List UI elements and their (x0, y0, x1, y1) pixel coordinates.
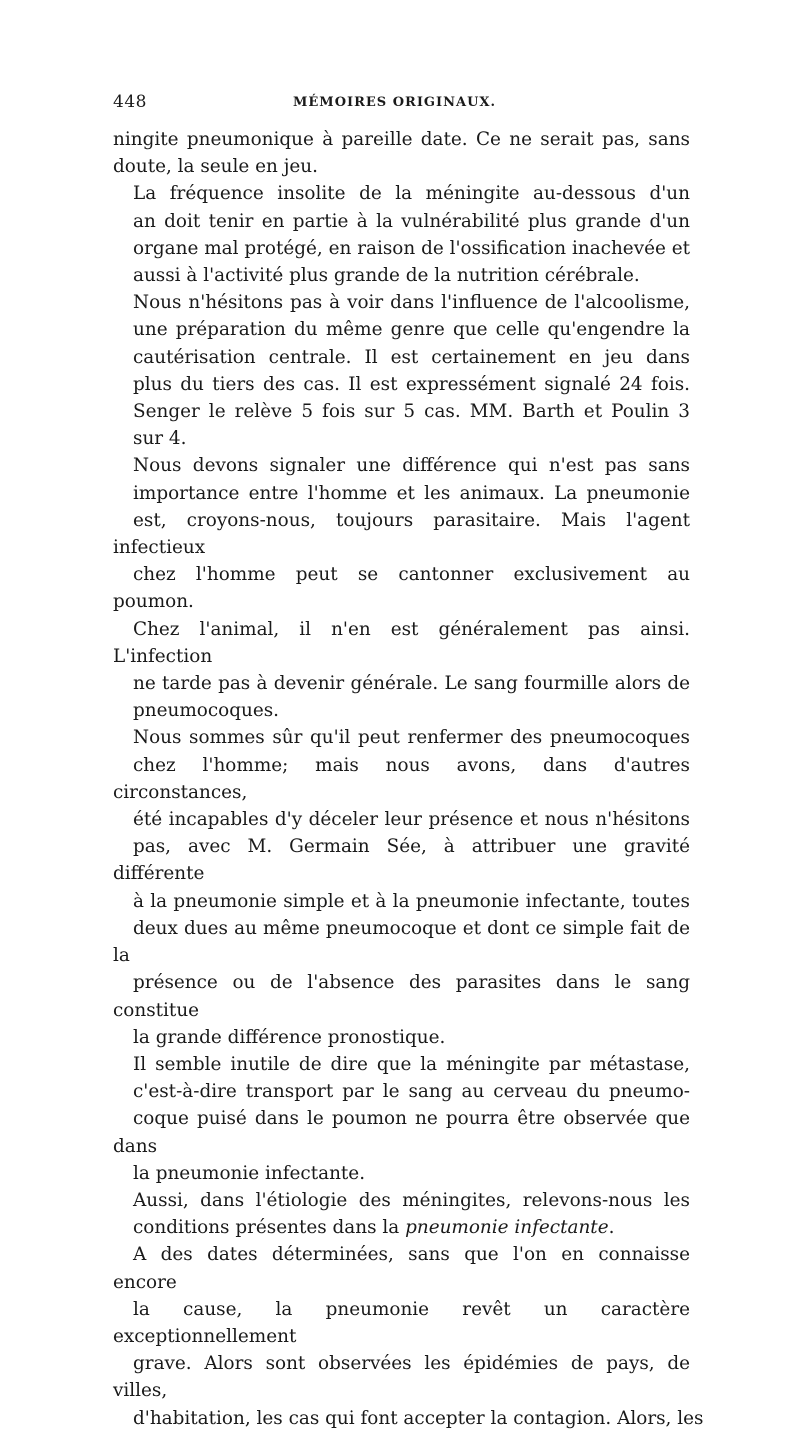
text-line (113, 1214, 690, 1241)
text-line: la pneumonie infectante. (133, 1162, 366, 1184)
paragraph (113, 1187, 690, 1241)
text-line: cautérisation centrale. Il est certainement en jeu dans (133, 346, 690, 368)
text-line: Senger le relève 5 fois sur 5 cas. MM. Barth et Poulin 3 (133, 401, 690, 423)
text-line: deux dues au même pneumocoque et dont ce simple fait de la (113, 917, 690, 967)
paragraph (113, 1051, 690, 1187)
text-line: Nous devons signaler une différence qui n'est pas sans (133, 455, 690, 477)
text-line: d'habitation, les cas qui font accepter la contagion. Alors, les (133, 1407, 704, 1429)
text-line: coque puisé dans le poumon ne pourra être observée que dans (113, 1108, 690, 1157)
text-line: la grande différence pronostique. (133, 1026, 446, 1048)
paragraph (113, 452, 690, 724)
text-line: organe mal protégé, en raison de l'ossification inachevée et (133, 237, 690, 259)
text-line: pas, avec M. Germain Sée, à attribuer une gravité différente (113, 836, 690, 885)
page-header (113, 92, 690, 126)
text-line: présence ou de l'absence des parasites dans le sang constitue (113, 972, 690, 1021)
paragraph (113, 289, 690, 452)
paragraph (113, 1241, 704, 1431)
text-line: est, croyons-nous, toujours parasitaire. Mais l'agent infectieux (113, 509, 690, 559)
text-line: doute, la seule en jeu. (113, 156, 318, 178)
text-line: ningite pneumonique à pareille date. Ce ne serait pas, sans (113, 129, 690, 150)
text-line: chez l'homme peut se cantonner exclusivement au poumon. (113, 564, 690, 613)
text-line: Nous sommes sûr qu'il peut renfermer des pneumocoques (133, 727, 690, 749)
paragraph (113, 180, 690, 289)
text-line: aussi à l'activité plus grande de la nutrition cérébrale. (133, 265, 640, 287)
text-line: Il semble inutile de dire que la méningite par métastase, (133, 1053, 690, 1075)
text-line: plus du tiers des cas. Il est expressément signalé 24 fois. (133, 373, 690, 395)
text-line: importance entre l'homme et les animaux. La pneumonie (133, 482, 690, 504)
italic-term: pneumonie infectante (405, 1217, 609, 1239)
text-line: Chez l'animal, il n'en est généralement pas ainsi. L'infection (113, 618, 690, 667)
text-line: pneumocoques. (133, 700, 280, 722)
text-line: à la pneumonie simple et à la pneumonie infectante, toutes (133, 890, 690, 912)
body-text (113, 126, 704, 1432)
text-segment: conditions présentes dans la (133, 1217, 406, 1239)
running-head: MÉMOIRES ORIGINAUX. (293, 95, 497, 110)
text-line: ne tarde pas à devenir générale. Le sang fourmille alors de (133, 673, 690, 695)
paragraph (113, 724, 690, 1050)
text-line: A des dates déterminées, sans que l'on en connaisse encore (113, 1244, 690, 1293)
text-line: chez l'homme; mais nous avons, dans d'autres circonstances, (113, 754, 690, 803)
book-page (113, 92, 704, 1432)
text-segment: . (608, 1217, 615, 1239)
text-line: La fréquence insolite de la méningite au-dessous d'un (133, 183, 690, 205)
text-line: été incapables d'y déceler leur présence et nous n'hésitons (133, 809, 690, 831)
text-line: grave. Alors sont observées les épidémies de pays, de villes, (113, 1353, 690, 1402)
text-line: Nous n'hésitons pas à voir dans l'influence de l'alcoolisme, (133, 292, 690, 314)
page-number: 448 (113, 92, 147, 112)
text-line: une préparation du même genre que celle qu'engendre la (133, 319, 690, 341)
text-line: sur 4. (133, 428, 187, 450)
paragraph (113, 126, 690, 180)
text-line: an doit tenir en partie à la vulnérabilité plus grande d'un (133, 210, 690, 232)
text-line: la cause, la pneumonie revêt un caractère exceptionnellement (113, 1298, 690, 1347)
text-line: Aussi, dans l'étiologie des méningites, relevons-nous les (133, 1189, 690, 1211)
text-line: c'est-à-dire transport par le sang au cerveau du pneumo- (133, 1081, 690, 1103)
